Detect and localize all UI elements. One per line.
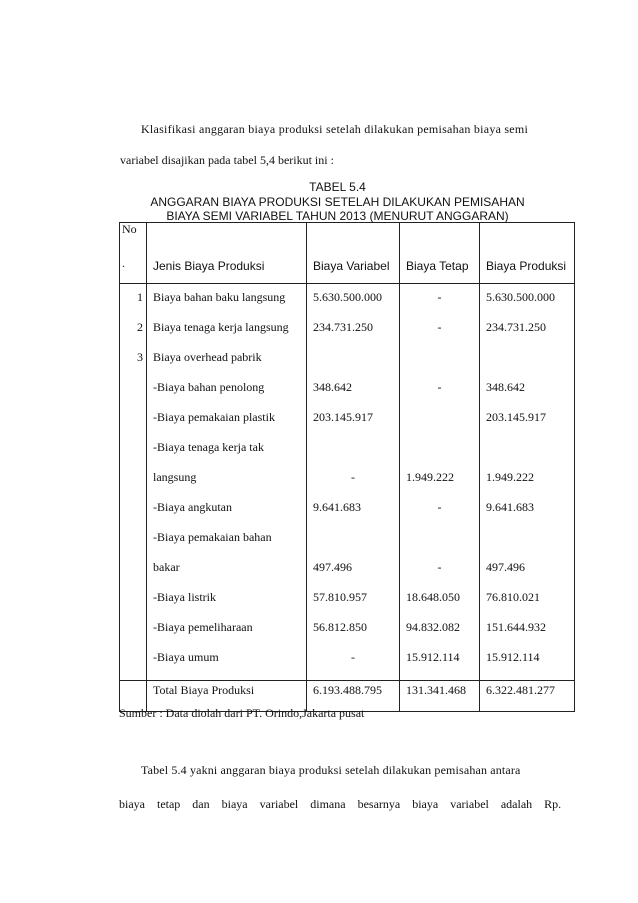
row-produksi-cell: 348.642 — [480, 380, 575, 410]
table-row — [120, 350, 575, 380]
row-jenis-cell: -Biaya umum — [147, 650, 307, 681]
header-jenis: Jenis Biaya Produksi — [147, 223, 307, 284]
table-row — [120, 380, 575, 410]
row-jenis-cell: -Biaya pemakaian bahan — [147, 530, 307, 560]
row-produksi-cell — [480, 350, 575, 380]
table-row — [120, 320, 575, 350]
row-jenis-cell: -Biaya angkutan — [147, 500, 307, 530]
row-no-cell — [120, 590, 147, 620]
table-row — [120, 440, 575, 470]
row-variabel-cell: 497.496 — [307, 560, 400, 590]
row-produksi-cell: 15.912.114 — [480, 650, 575, 681]
table-row — [120, 470, 575, 500]
row-no-cell — [120, 560, 147, 590]
row-no-cell — [120, 620, 147, 650]
paragraph-line-2: biaya tetap dan biaya variabel dimana besarnya biaya variabel adalah Rp. — [119, 797, 562, 811]
row-no-cell — [120, 380, 147, 410]
table-number: TABEL 5.4 — [309, 180, 366, 194]
row-jenis-cell: -Biaya listrik — [147, 590, 307, 620]
table-row — [120, 620, 575, 650]
row-jenis-cell: bakar — [147, 560, 307, 590]
row-produksi-cell: 1.949.222 — [480, 470, 575, 500]
total-tetap: 131.341.468 — [400, 681, 480, 712]
row-variabel-cell: 5.630.500.000 — [307, 284, 400, 321]
row-tetap-cell — [400, 410, 480, 440]
table-row — [120, 410, 575, 440]
total-variabel: 6.193.488.795 — [307, 681, 400, 712]
row-variabel-cell: 57.810.957 — [307, 590, 400, 620]
row-produksi-cell: 497.496 — [480, 560, 575, 590]
row-no-cell — [120, 470, 147, 500]
source-note: Sumber : Data diolah dari PT. Orindo,Jakarta pusat — [119, 706, 365, 720]
header-variabel: Biaya Variabel — [307, 223, 400, 284]
row-jenis-cell: -Biaya pemakaian plastik — [147, 410, 307, 440]
row-tetap-cell — [400, 440, 480, 470]
table-title-line-2: BIAYA SEMI VARIABEL TAHUN 2013 (MENURUT ANGGARAN) — [166, 209, 509, 223]
total-produksi: 6.322.481.277 — [480, 681, 575, 712]
row-variabel-cell: 9.641.683 — [307, 500, 400, 530]
header-no — [120, 223, 147, 284]
row-tetap-cell: 94.832.082 — [400, 620, 480, 650]
header-no-bottom: . — [122, 256, 125, 270]
row-tetap-cell: 1.949.222 — [400, 470, 480, 500]
table-row — [120, 284, 575, 321]
row-no-cell: 2 — [120, 320, 147, 350]
header-produksi: Biaya Produksi — [480, 223, 575, 284]
row-jenis-cell: -Biaya bahan penolong — [147, 380, 307, 410]
row-no-cell — [120, 650, 147, 681]
table-title-line-1: ANGGARAN BIAYA PRODUKSI SETELAH DILAKUKAN PEMISAHAN — [150, 195, 525, 209]
row-jenis-cell: Biaya tenaga kerja langsung — [147, 320, 307, 350]
row-tetap-cell: - — [400, 284, 480, 321]
table-body — [120, 284, 575, 681]
row-no-cell — [120, 410, 147, 440]
row-no-cell — [120, 530, 147, 560]
header-tetap: Biaya Tetap — [400, 223, 480, 284]
row-no-cell — [120, 440, 147, 470]
row-variabel-cell: 234.731.250 — [307, 320, 400, 350]
row-jenis-cell: -Biaya tenaga kerja tak — [147, 440, 307, 470]
row-tetap-cell — [400, 350, 480, 380]
table-row — [120, 500, 575, 530]
row-jenis-cell: langsung — [147, 470, 307, 500]
row-jenis-cell: -Biaya pemeliharaan — [147, 620, 307, 650]
row-variabel-cell: 348.642 — [307, 380, 400, 410]
row-variabel-cell — [307, 530, 400, 560]
row-tetap-cell: - — [400, 320, 480, 350]
table-row — [120, 530, 575, 560]
row-produksi-cell: 151.644.932 — [480, 620, 575, 650]
row-no-cell — [120, 500, 147, 530]
row-variabel-cell — [307, 350, 400, 380]
table-row — [120, 650, 575, 681]
intro-line-2: variabel disajikan pada tabel 5,4 berikut ini : — [120, 153, 334, 167]
row-produksi-cell: 9.641.683 — [480, 500, 575, 530]
row-variabel-cell: 56.812.850 — [307, 620, 400, 650]
row-variabel-cell: 203.145.917 — [307, 410, 400, 440]
row-tetap-cell — [400, 530, 480, 560]
table-row — [120, 590, 575, 620]
row-jenis-cell: Biaya overhead pabrik — [147, 350, 307, 380]
cost-table — [119, 222, 575, 712]
row-tetap-cell: - — [400, 380, 480, 410]
intro-line-1: Klasifikasi anggaran biaya produksi setelah dilakukan pemisahan biaya semi — [141, 122, 529, 136]
row-produksi-cell: 76.810.021 — [480, 590, 575, 620]
row-produksi-cell — [480, 440, 575, 470]
row-tetap-cell: 18.648.050 — [400, 590, 480, 620]
table-header — [120, 223, 575, 284]
row-produksi-cell: 5.630.500.000 — [480, 284, 575, 321]
row-produksi-cell: 203.145.917 — [480, 410, 575, 440]
row-tetap-cell: - — [400, 500, 480, 530]
row-tetap-cell: - — [400, 560, 480, 590]
header-no-top: No — [122, 222, 137, 236]
row-variabel-cell: - — [307, 650, 400, 681]
row-produksi-cell — [480, 530, 575, 560]
row-jenis-cell: Biaya bahan baku langsung — [147, 284, 307, 321]
row-variabel-cell: - — [307, 470, 400, 500]
total-label: Total Biaya Produksi — [147, 681, 307, 712]
table-row — [120, 560, 575, 590]
row-produksi-cell: 234.731.250 — [480, 320, 575, 350]
paragraph-line-1: Tabel 5.4 yakni anggaran biaya produksi setelah dilakukan pemisahan antara — [141, 763, 521, 777]
row-variabel-cell — [307, 440, 400, 470]
row-tetap-cell: 15.912.114 — [400, 650, 480, 681]
row-no-cell: 3 — [120, 350, 147, 380]
row-no-cell: 1 — [120, 284, 147, 321]
